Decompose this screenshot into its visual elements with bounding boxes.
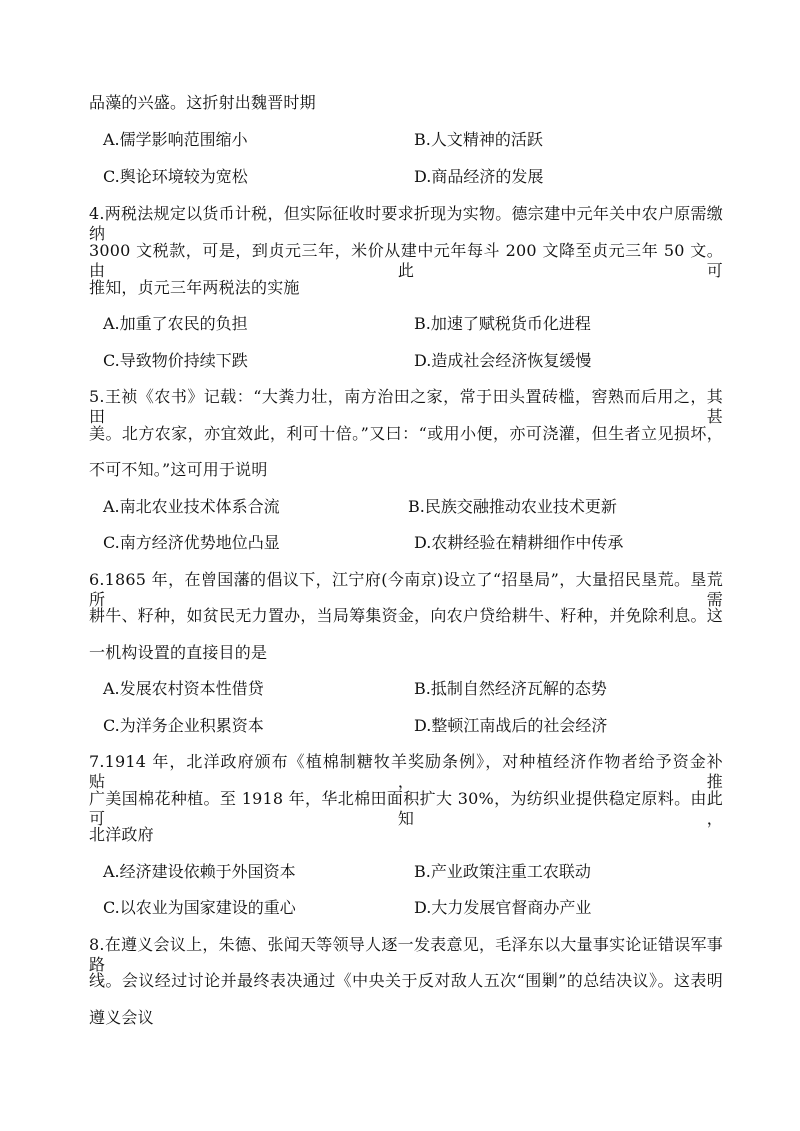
q3-stem-tail: 品藻的兴盛。这折射出魏晋时期 bbox=[89, 93, 316, 112]
q5-stem-line-2: 美。北方农家，亦宜效此，利可十倍。”又曰：“或用小便，亦可浇灌，但生者立见损坏， bbox=[89, 424, 723, 443]
q5-option-d: D.农耕经验在精耕细作中传承 bbox=[414, 533, 624, 552]
q5-stem-line-1: 5.王祯《农书》记载：“大粪力壮，南方治田之家，常于田头置砖槛，窖熟而后用之，其田甚 bbox=[89, 387, 723, 426]
q4-stem-line-2: 3000 文税款，可是，到贞元三年，米价从建中元年每斗 200 文降至贞元三年 50 文。由此可 bbox=[89, 241, 723, 280]
q7-option-c: C.以农业为国家建设的重心 bbox=[103, 898, 296, 917]
q3-option-c: C.舆论环境较为宽松 bbox=[103, 167, 248, 186]
q8-stem-line-1: 8.在遵义会议上，朱德、张闻天等领导人逐一发表意见，毛泽东以大量事实论证错误军事路 bbox=[89, 935, 723, 974]
q7-option-b: B.产业政策注重工农联动 bbox=[414, 862, 591, 881]
q3-option-a: A.儒学影响范围缩小 bbox=[103, 130, 248, 149]
q6-option-d: D.整顿江南战后的社会经济 bbox=[414, 716, 608, 735]
q8-stem-line-2: 线。会议经过讨论并最终表决通过《中央关于反对敌人五次“围剿”的总结决议》。这表明 bbox=[89, 971, 723, 990]
q4-stem-line-3: 推知，贞元三年两税法的实施 bbox=[89, 278, 300, 297]
q5-stem-line-3: 不可不知。”这可用于说明 bbox=[89, 460, 268, 479]
q4-option-a: A.加重了农民的负担 bbox=[103, 314, 248, 333]
q3-option-b: B.人文精神的活跃 bbox=[414, 130, 543, 149]
q7-stem-line-2: 广美国棉花种植。至 1918 年，华北棉田面积扩大 30%，为纺织业提供稳定原料。由此可知， bbox=[89, 789, 723, 828]
q8-stem-line-3: 遵义会议 bbox=[89, 1008, 154, 1027]
q5-option-c: C.南方经济优势地位凸显 bbox=[103, 533, 280, 552]
q6-stem-line-3: 一机构设置的直接目的是 bbox=[89, 643, 268, 662]
q7-stem-line-1: 7.1914 年，北洋政府颁布《植棉制糖牧羊奖励条例》，对种植经济作物者给予资金补贴，推 bbox=[89, 752, 723, 791]
q7-option-a: A.经济建设依赖于外国资本 bbox=[103, 862, 296, 881]
q6-option-a: A.发展农村资本性借贷 bbox=[103, 679, 264, 698]
q4-option-d: D.造成社会经济恢复缓慢 bbox=[414, 351, 592, 370]
q5-option-b: B.民族交融推动农业技术更新 bbox=[408, 497, 617, 516]
q4-option-b: B.加速了赋税货币化进程 bbox=[414, 314, 591, 333]
q7-option-d: D.大力发展官督商办产业 bbox=[414, 898, 592, 917]
q6-option-c: C.为洋务企业积累资本 bbox=[103, 716, 264, 735]
q5-option-a: A.南北农业技术体系合流 bbox=[103, 497, 280, 516]
q7-stem-line-3: 北洋政府 bbox=[89, 825, 154, 844]
q6-option-b: B.抵制自然经济瓦解的态势 bbox=[414, 679, 607, 698]
q4-stem-line-1: 4.两税法规定以货币计税，但实际征收时要求折现为实物。德宗建中元年关中农户原需缴纳 bbox=[89, 204, 723, 243]
q6-stem-line-2: 耕牛、籽种，如贫民无力置办，当局筹集资金，向农户贷给耕牛、籽种，并免除利息。这 bbox=[89, 606, 723, 625]
q6-stem-line-1: 6.1865 年，在曾国藩的倡议下，江宁府(今南京)设立了“招垦局”，大量招民垦荒。垦荒所需 bbox=[89, 570, 723, 609]
q3-option-d: D.商品经济的发展 bbox=[414, 167, 544, 186]
q4-option-c: C.导致物价持续下跌 bbox=[103, 351, 248, 370]
